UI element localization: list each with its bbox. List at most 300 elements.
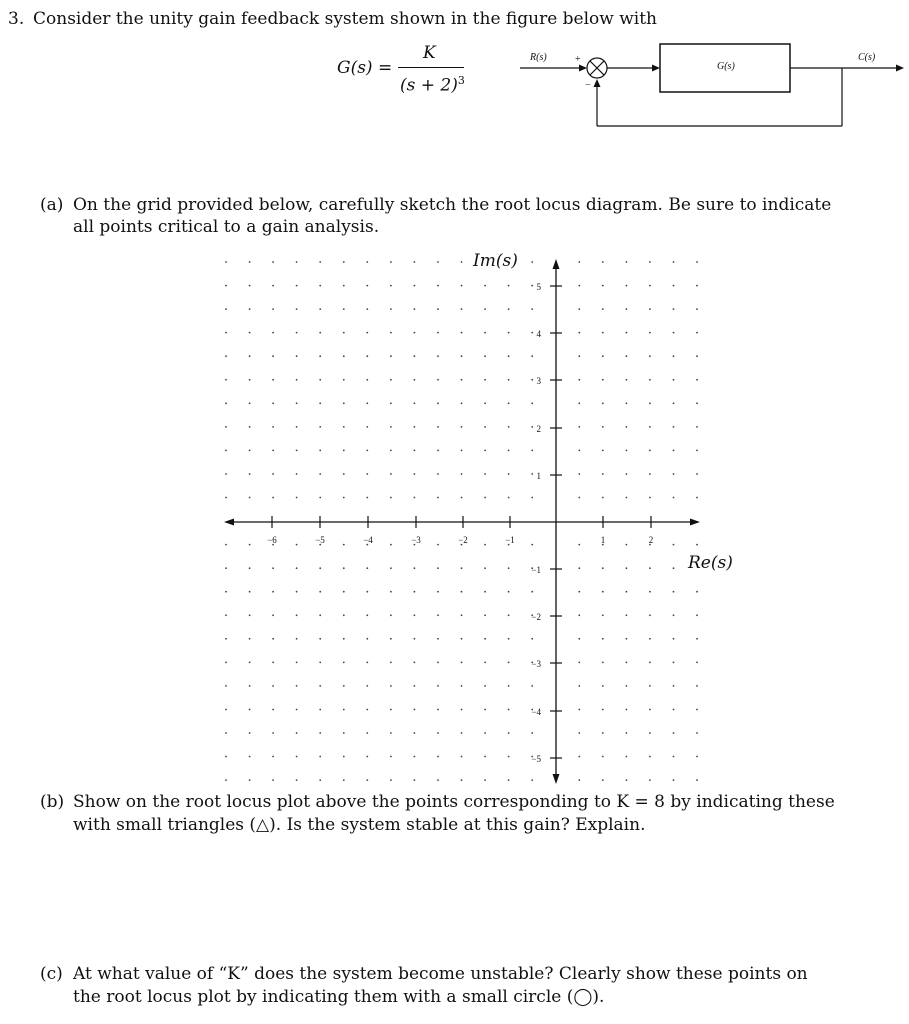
- y-tick-label: −3: [531, 659, 541, 669]
- grid-dot: [461, 332, 463, 334]
- grid-dot: [249, 614, 251, 616]
- y-tick-label: 1: [536, 471, 541, 481]
- grid-dot: [366, 379, 368, 381]
- grid-dot: [531, 638, 533, 640]
- y-tick-label: −2: [531, 612, 541, 622]
- grid-dot: [578, 662, 580, 664]
- grid-dot: [296, 308, 298, 310]
- grid-dot: [296, 355, 298, 357]
- grid-dot: [673, 497, 675, 499]
- grid-dot: [272, 379, 274, 381]
- grid-dot: [484, 638, 486, 640]
- grid-dot: [249, 779, 251, 781]
- grid-dot: [414, 332, 416, 334]
- grid-dot: [437, 756, 439, 758]
- grid-dot: [343, 662, 345, 664]
- grid-dot: [626, 614, 628, 616]
- grid-dot: [390, 779, 392, 781]
- grid-dot: [626, 685, 628, 687]
- grid-dot: [461, 473, 463, 475]
- grid-dot: [343, 732, 345, 734]
- x-tick-label: −4: [363, 535, 373, 545]
- grid-dot: [272, 473, 274, 475]
- grid-dot: [225, 379, 227, 381]
- grid-dot: [484, 332, 486, 334]
- grid-dot: [296, 379, 298, 381]
- part-c-line2: the root locus plot by indicating them with a small circle (◯).: [73, 987, 605, 1007]
- grid-dot: [578, 638, 580, 640]
- grid-dot: [319, 662, 321, 664]
- grid-dot: [531, 450, 533, 452]
- grid-dot: [602, 732, 604, 734]
- grid-dot: [296, 685, 298, 687]
- grid-dot: [484, 756, 486, 758]
- grid-dot: [249, 497, 251, 499]
- grid-dot: [626, 591, 628, 593]
- grid-dot: [437, 473, 439, 475]
- grid-dot: [673, 450, 675, 452]
- grid-dot: [272, 685, 274, 687]
- grid-dots: [225, 261, 698, 781]
- grid-dot: [578, 567, 580, 569]
- grid-dot: [414, 379, 416, 381]
- grid-dot: [414, 614, 416, 616]
- grid-dot: [225, 685, 227, 687]
- grid-dot: [578, 261, 580, 263]
- grid-dot: [578, 308, 580, 310]
- grid-dot: [437, 308, 439, 310]
- grid-dot: [414, 308, 416, 310]
- grid-dot: [319, 261, 321, 263]
- grid-dot: [602, 379, 604, 381]
- grid-dot: [578, 379, 580, 381]
- grid-dot: [602, 332, 604, 334]
- grid-dot: [484, 709, 486, 711]
- grid-dot: [366, 355, 368, 357]
- grid-dot: [366, 473, 368, 475]
- grid-dot: [484, 662, 486, 664]
- y-tick-label: −1: [531, 565, 541, 575]
- grid-dot: [484, 308, 486, 310]
- grid-dot: [437, 567, 439, 569]
- grid-dot: [343, 308, 345, 310]
- grid-dot: [649, 779, 651, 781]
- grid-dot: [319, 308, 321, 310]
- grid-dot: [319, 756, 321, 758]
- grid-dot: [414, 709, 416, 711]
- imag-axis-arrow-down: [553, 774, 560, 784]
- x-tick-label: −3: [411, 535, 421, 545]
- grid-dot: [531, 355, 533, 357]
- grid-dot: [649, 614, 651, 616]
- grid-dot: [696, 756, 698, 758]
- grid-dot: [673, 732, 675, 734]
- grid-dot: [508, 638, 510, 640]
- grid-dot: [296, 662, 298, 664]
- grid-dot: [626, 426, 628, 428]
- grid-dot: [602, 426, 604, 428]
- x-tick-label: −6: [267, 535, 277, 545]
- grid-dot: [249, 379, 251, 381]
- grid-dot: [437, 662, 439, 664]
- grid-dot: [626, 544, 628, 546]
- grid-dot: [461, 261, 463, 263]
- grid-dot: [649, 402, 651, 404]
- grid-dot: [696, 662, 698, 664]
- grid-dot: [578, 779, 580, 781]
- grid-dot: [626, 779, 628, 781]
- grid-dot: [484, 685, 486, 687]
- grid-dot: [531, 544, 533, 546]
- real-axis-arrow-left: [224, 519, 234, 526]
- grid-dot: [461, 285, 463, 287]
- grid-dot: [531, 379, 533, 381]
- grid-dot: [461, 732, 463, 734]
- grid-dot: [461, 756, 463, 758]
- grid-dot: [272, 308, 274, 310]
- grid-dot: [508, 450, 510, 452]
- grid-dot: [696, 685, 698, 687]
- grid-dot: [437, 709, 439, 711]
- grid-dot: [225, 614, 227, 616]
- grid-dot: [508, 285, 510, 287]
- grid-dot: [296, 473, 298, 475]
- grid-dot: [461, 567, 463, 569]
- grid-dot: [649, 685, 651, 687]
- grid-dot: [437, 332, 439, 334]
- grid-dot: [414, 261, 416, 263]
- grid-dot: [673, 261, 675, 263]
- grid-dot: [649, 473, 651, 475]
- grid-dot: [673, 779, 675, 781]
- grid-dot: [673, 544, 675, 546]
- grid-dot: [249, 732, 251, 734]
- grid-dot: [225, 332, 227, 334]
- grid-dot: [649, 261, 651, 263]
- grid-dot: [366, 685, 368, 687]
- grid-dot: [461, 355, 463, 357]
- grid-dot: [531, 497, 533, 499]
- minus-sign: −: [585, 80, 591, 91]
- grid-dot: [319, 285, 321, 287]
- grid-dot: [508, 473, 510, 475]
- grid-dot: [272, 355, 274, 357]
- grid-dot: [508, 662, 510, 664]
- grid-dot: [461, 402, 463, 404]
- grid-dot: [602, 402, 604, 404]
- grid-dot: [437, 544, 439, 546]
- grid-dot: [390, 355, 392, 357]
- grid-dot: [366, 332, 368, 334]
- grid-dot: [390, 567, 392, 569]
- grid-dot: [249, 591, 251, 593]
- grid-dot: [296, 426, 298, 428]
- grid-dot: [484, 544, 486, 546]
- grid-dot: [296, 779, 298, 781]
- grid-dot: [437, 379, 439, 381]
- grid-dot: [484, 426, 486, 428]
- grid-dot: [508, 614, 510, 616]
- grid-dot: [578, 450, 580, 452]
- y-tick-label: −4: [531, 707, 541, 717]
- grid-dot: [225, 450, 227, 452]
- grid-dot: [508, 332, 510, 334]
- grid-dot: [390, 450, 392, 452]
- x-tick-label: 1: [600, 535, 606, 545]
- grid-dot: [673, 638, 675, 640]
- part-b-line1: Show on the root locus plot above the points corresponding to K = 8 by indicating these: [73, 792, 835, 812]
- y-tick-label: 5: [536, 282, 541, 292]
- grid-dot: [649, 285, 651, 287]
- grid-dot: [225, 285, 227, 287]
- grid-dot: [225, 402, 227, 404]
- grid-dot: [390, 497, 392, 499]
- grid-dot: [673, 709, 675, 711]
- grid-dot: [366, 709, 368, 711]
- grid-dot: [626, 261, 628, 263]
- grid-dot: [626, 638, 628, 640]
- grid-dot: [626, 308, 628, 310]
- grid-dot: [319, 709, 321, 711]
- grid-dot: [272, 591, 274, 593]
- grid-dot: [649, 450, 651, 452]
- grid-dot: [390, 544, 392, 546]
- grid-dot: [673, 332, 675, 334]
- grid-dot: [225, 662, 227, 664]
- grid-dot: [437, 261, 439, 263]
- grid-dot: [249, 261, 251, 263]
- grid-dot: [696, 261, 698, 263]
- grid-dot: [602, 779, 604, 781]
- grid-dot: [249, 426, 251, 428]
- grid-dot: [508, 685, 510, 687]
- grid-dot: [272, 779, 274, 781]
- grid-dot: [602, 285, 604, 287]
- x-tick-label: −2: [458, 535, 468, 545]
- grid-dot: [225, 756, 227, 758]
- grid-dot: [578, 355, 580, 357]
- grid-dot: [578, 497, 580, 499]
- grid-dot: [602, 685, 604, 687]
- grid-dot: [343, 709, 345, 711]
- grid-dot: [578, 756, 580, 758]
- output-label: C(s): [858, 52, 876, 63]
- grid-dot: [531, 779, 533, 781]
- grid-dot: [649, 379, 651, 381]
- grid-dot: [461, 379, 463, 381]
- grid-dot: [343, 591, 345, 593]
- grid-dot: [414, 355, 416, 357]
- grid-dot: [319, 402, 321, 404]
- grid-dot: [531, 402, 533, 404]
- grid-dot: [626, 285, 628, 287]
- grid-dot: [602, 567, 604, 569]
- grid-dot: [225, 638, 227, 640]
- grid-dot: [414, 685, 416, 687]
- im-axis-label: Im(s): [470, 251, 521, 271]
- grid-dot: [225, 709, 227, 711]
- grid-dot: [225, 497, 227, 499]
- grid-dot: [531, 308, 533, 310]
- grid-dot: [696, 638, 698, 640]
- grid-dot: [673, 662, 675, 664]
- grid-dot: [414, 638, 416, 640]
- grid-dot: [414, 473, 416, 475]
- grid-dot: [366, 638, 368, 640]
- grid-dot: [602, 450, 604, 452]
- grid-dot: [673, 426, 675, 428]
- grid-dot: [508, 756, 510, 758]
- grid-dot: [296, 756, 298, 758]
- grid-dot: [296, 332, 298, 334]
- x-tick-label: −5: [315, 535, 325, 545]
- grid-dot: [296, 732, 298, 734]
- grid-dot: [696, 426, 698, 428]
- grid-dot: [249, 402, 251, 404]
- grid-dot: [437, 591, 439, 593]
- grid-dot: [578, 732, 580, 734]
- x-tick-label: 2: [648, 535, 654, 545]
- grid-dot: [649, 355, 651, 357]
- grid-dot: [649, 662, 651, 664]
- grid-dot: [319, 379, 321, 381]
- grid-dot: [343, 756, 345, 758]
- grid-dot: [602, 709, 604, 711]
- grid-dot: [508, 591, 510, 593]
- grid-dot: [649, 308, 651, 310]
- grid-dot: [461, 450, 463, 452]
- grid-dot: [602, 662, 604, 664]
- grid-dot: [390, 261, 392, 263]
- grid-dot: [578, 685, 580, 687]
- grid-dot: [343, 638, 345, 640]
- grid-dot: [343, 332, 345, 334]
- grid-dot: [319, 332, 321, 334]
- grid-dot: [414, 756, 416, 758]
- grid-dot: [461, 709, 463, 711]
- grid-dot: [272, 450, 274, 452]
- grid-dot: [319, 732, 321, 734]
- grid-dot: [319, 473, 321, 475]
- plus-sign: +: [575, 54, 581, 65]
- grid-dot: [390, 614, 392, 616]
- grid-dot: [272, 732, 274, 734]
- grid-dot: [296, 497, 298, 499]
- grid-dot: [437, 497, 439, 499]
- tf-lhs: G(s) =: [337, 58, 393, 78]
- grid-dot: [649, 332, 651, 334]
- grid-dot: [343, 450, 345, 452]
- grid-dot: [531, 426, 533, 428]
- grid-dot: [673, 567, 675, 569]
- grid-dot: [272, 756, 274, 758]
- part-c-line1: At what value of “K” does the system become unstable? Clearly show these points on: [73, 964, 808, 984]
- part-c-label: (c): [40, 964, 63, 984]
- grid-dot: [626, 567, 628, 569]
- imag-axis-arrow-up: [553, 259, 560, 269]
- grid-dot: [508, 402, 510, 404]
- grid-dot: [461, 426, 463, 428]
- grid-dot: [272, 332, 274, 334]
- x-tick-label: −1: [505, 535, 515, 545]
- grid-dot: [225, 426, 227, 428]
- grid-dot: [673, 473, 675, 475]
- input-label: R(s): [530, 52, 547, 63]
- grid-dot: [319, 355, 321, 357]
- grid-dot: [225, 732, 227, 734]
- grid-dot: [249, 685, 251, 687]
- grid-dot: [531, 732, 533, 734]
- grid-dot: [390, 426, 392, 428]
- grid-dot: [626, 402, 628, 404]
- grid-dot: [696, 450, 698, 452]
- grid-dot: [602, 591, 604, 593]
- grid-dot: [484, 732, 486, 734]
- grid-dot: [508, 355, 510, 357]
- grid-dot: [319, 638, 321, 640]
- grid-dot: [414, 402, 416, 404]
- grid-dot: [343, 261, 345, 263]
- grid-dot: [414, 497, 416, 499]
- grid-dot: [272, 497, 274, 499]
- grid-dot: [461, 308, 463, 310]
- grid-dot: [626, 662, 628, 664]
- grid-dot: [531, 285, 533, 287]
- grid-dot: [366, 402, 368, 404]
- grid-dot: [673, 402, 675, 404]
- grid-dot: [390, 402, 392, 404]
- grid-dot: [508, 732, 510, 734]
- grid-dot: [649, 709, 651, 711]
- grid-dot: [319, 497, 321, 499]
- grid-dot: [649, 732, 651, 734]
- grid-dot: [626, 450, 628, 452]
- grid-dot: [649, 638, 651, 640]
- grid-dot: [225, 567, 227, 569]
- grid-dot: [673, 614, 675, 616]
- grid-dot: [461, 614, 463, 616]
- grid-dot: [296, 709, 298, 711]
- grid-dot: [461, 662, 463, 664]
- grid-dot: [484, 614, 486, 616]
- grid-dot: [319, 426, 321, 428]
- grid-dot: [414, 732, 416, 734]
- grid-dot: [531, 591, 533, 593]
- grid-dot: [366, 662, 368, 664]
- grid-dot: [602, 497, 604, 499]
- grid-dot: [343, 379, 345, 381]
- grid-dot: [366, 497, 368, 499]
- grid-dot: [531, 685, 533, 687]
- grid-dot: [578, 426, 580, 428]
- grid-dot: [343, 355, 345, 357]
- grid-dot: [484, 567, 486, 569]
- grid-dot: [249, 567, 251, 569]
- grid-dot: [626, 332, 628, 334]
- problem-number: 3.: [8, 9, 25, 29]
- grid-dot: [225, 779, 227, 781]
- grid-dot: [414, 591, 416, 593]
- grid-dot: [414, 285, 416, 287]
- grid-dot: [249, 308, 251, 310]
- grid-dot: [602, 308, 604, 310]
- grid-dot: [390, 285, 392, 287]
- grid-dot: [414, 426, 416, 428]
- part-b-label: (b): [40, 792, 65, 812]
- tf-denominator: $(s + 2)^3$: [400, 74, 465, 96]
- grid-dot: [225, 473, 227, 475]
- grid-dot: [673, 285, 675, 287]
